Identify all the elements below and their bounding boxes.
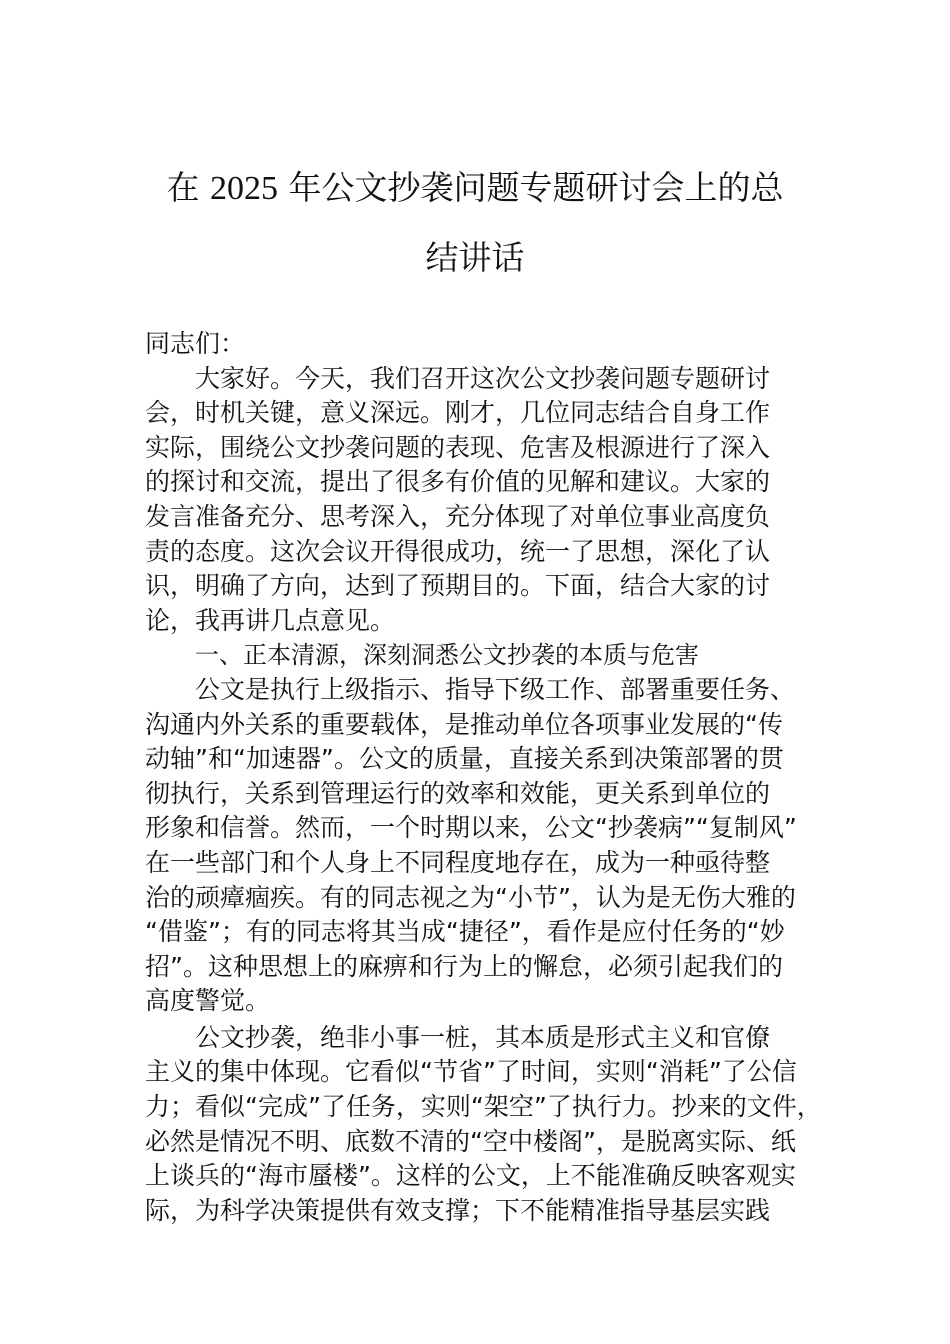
paragraph-line: 在一些部门和个人身上不同程度地存在，成为一种亟待整	[145, 847, 771, 877]
document-title-line-1	[0, 168, 950, 209]
paragraph-line: 大家好。今天，我们召开这次公文抄袭问题专题研讨	[195, 363, 771, 393]
paragraph-opening	[145, 362, 845, 639]
paragraph-line: 发言准备充分、思考深入，充分体现了对单位事业高度负	[145, 501, 771, 531]
salutation: 同志们：	[145, 329, 246, 358]
document-title-line-2: 结讲话	[425, 238, 525, 277]
paragraph-line: 招”。这种思想上的麻痹和行为上的懈怠，必须引起我们的	[145, 951, 783, 981]
paragraph-line: 形象和信誉。然而，一个时期以来，公文“抄袭病”“复制风”	[145, 813, 797, 843]
paragraph-line: 彻执行，关系到管理运行的效率和效能，更关系到单位的	[145, 778, 771, 808]
title-suffix: 年公文抄袭问题专题研讨会上的总	[278, 168, 784, 207]
paragraph-line: 治的顽瘴痼疾。有的同志视之为“小节”，认为是无伤大雅的	[145, 882, 796, 912]
paragraph-line: 动轴”和“加速器”。公文的质量，直接关系到决策部署的贯	[145, 744, 784, 774]
paragraph-line: 必然是情况不明、底数不清的“空中楼阁”，是脱离实际、纸	[145, 1126, 796, 1156]
section-heading: 一、正本清源，深刻洞悉公文抄袭的本质与危害	[195, 641, 699, 670]
paragraph-plagiarism-nature	[145, 1021, 845, 1229]
paragraph-line: 沟通内外关系的重要载体，是推动单位各项事业发展的“传	[145, 709, 783, 739]
paragraph-line: 的探讨和交流，提出了很多有价值的见解和建议。大家的	[145, 467, 771, 497]
paragraph-line: 际，为科学决策提供有效支撑；下不能精准指导基层实践	[145, 1195, 771, 1225]
document-body	[145, 327, 845, 1228]
paragraph-line: 力；看似“完成”了任务，实则“架空”了执行力。抄来的文件，	[145, 1092, 822, 1122]
paragraph-document-importance	[145, 673, 845, 1019]
paragraph-line: 会，时机关键，意义深远。刚才，几位同志结合自身工作	[145, 398, 771, 428]
paragraph-line: 上谈兵的“海市蜃楼”。这样的公文，上不能准确反映客观实	[145, 1161, 796, 1191]
paragraph-line: 论，我再讲几点意见。	[145, 605, 396, 635]
paragraph-line: “借鉴”；有的同志将其当成“捷径”，看作是应付任务的“妙	[145, 917, 785, 947]
title-prefix: 在	[166, 168, 210, 207]
paragraph-line: 公文抄袭，绝非小事一桩，其本质是形式主义和官僚	[195, 1022, 771, 1052]
paragraph-line: 高度警觉。	[145, 986, 271, 1016]
paragraph-line: 责的态度。这次会议开得很成功，统一了思想，深化了认	[145, 536, 771, 566]
paragraph-line: 公文是执行上级指示、指导下级工作、部署重要任务、	[195, 674, 796, 704]
title-year: 2025	[210, 170, 278, 207]
paragraph-line: 实际，围绕公文抄袭问题的表现、危害及根源进行了深入	[145, 432, 771, 462]
paragraph-line: 识，明确了方向，达到了预期目的。下面，结合大家的讨	[145, 571, 771, 601]
paragraph-line: 主义的集中体现。它看似“节省”了时间，实则“消耗”了公信	[145, 1057, 797, 1087]
